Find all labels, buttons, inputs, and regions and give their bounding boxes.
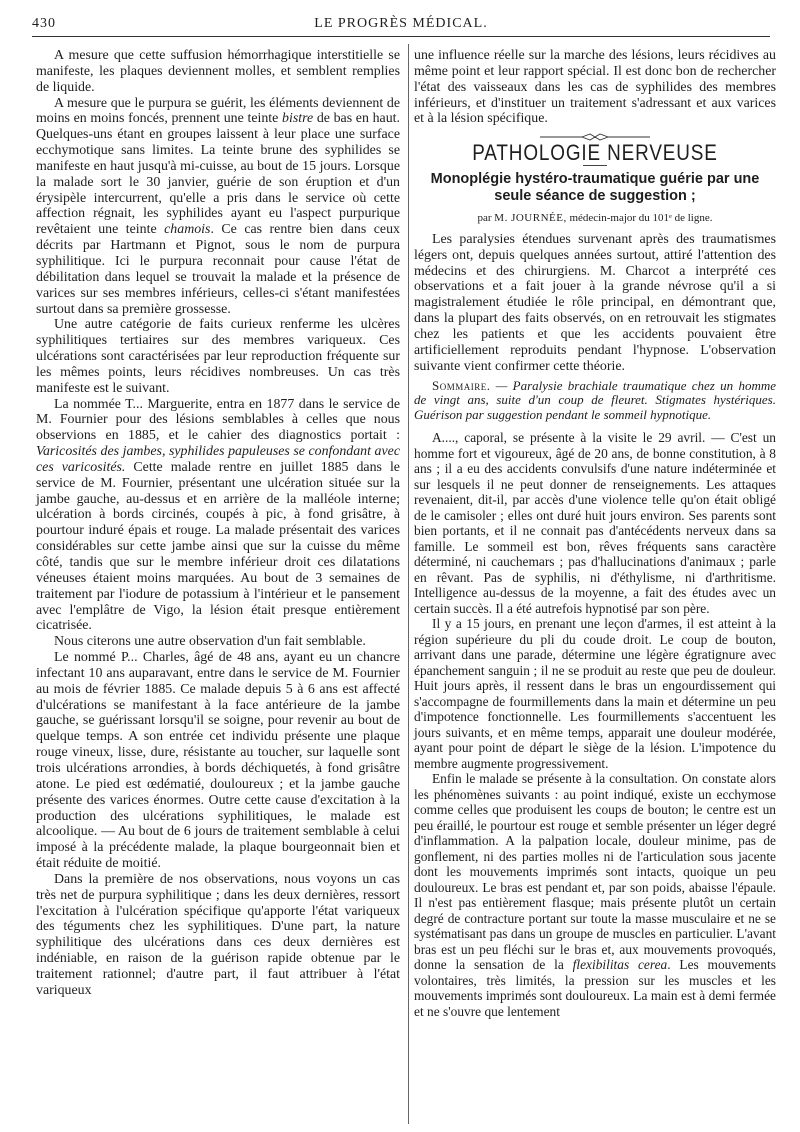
author-name: M. JOURNÉE, <box>494 212 567 225</box>
section-heading-block <box>414 133 776 227</box>
section-title: PATHOLOGIE NERVEUSE <box>472 140 718 166</box>
paragraph: Une autre catégorie de faits curieux renferme les ulcères syphilitiques tertiaires sur des membres variqueux. Ces ulcérations sont caractérisées par leur reproduction fréquente sur les mêmes points, leurs récidives nombreuses. Un cas très manifeste est le suivant. <box>36 317 400 396</box>
paragraph: Enfin le malade se présente à la consultation. On constate alors les phénomènes suivants : au point indiqué, existe un ecchymose comme celles que produisent les coups de bouton; le centre est un peu éraillé, le pourtour est rouge et semble présenter un léger degré d'inflammation. A la palpation locale, douleur minime, pas de gonflement, ni des parties molles ni de l'articulation sous jacente dont les mouvements imprimés sont intacts, quoique un peu douloureux. Le bras est pendant et, par son poids, abaisse l'épaule. Il n'est pas entièrement flasque; mais présente plutôt un certain degré de contracture portant sur toute la masse musculaire et ne se systématisant pas dans un groupe de muscles en particulier. L'avant bras est un peu fléchi sur le bras et, aux mouvements provoqués, donne la sensation de la flexibilitas cerea. Les mouvements volontaires, très limités, la pression sur les muscles et les mouvements imprimés sont douloureux. La main est à demi fermée et ne s'ouvre que lentement <box>414 771 776 1019</box>
left-column <box>36 48 400 999</box>
paragraph: A mesure que cette suffusion hémorrhagique interstitielle se manifeste, les plaques deviennent molles, et semblent remplies de liquide. <box>36 48 400 95</box>
right-column <box>414 48 776 1019</box>
paragraph: La nommée T... Marguerite, entra en 1877 dans le service de M. Fournier pour des lésions semblables à celles que nous observions en 1885, et le cahier des diagnostics portait : Varicosités des jambes, syphilides papuleuses se confondant avec ces varicosités. Cette malade rentre en juillet 1885 dans le service de M. Fournier, présentant une ulcération située sur la jambe gauche, au-dessus et en arrière de la malléole interne; ulcération à bords circinés, coupés à pic, à fond grisâtre, à pourtour induré épais et rouge. La malade présentait des varices considérables sur cette jambe ainsi que sur la cuisse du même côté, tandis que sur le membre inférieur droit ces dilatations véneuses étaient moins marquées. Au bout de 3 semaines de traitement par l'iodure de potassium à l'intérieur et le pansement avec l'emplâtre de Vigo, la lésion était presque entièrement cicatrisée. <box>36 396 400 634</box>
italic-term: bistre <box>282 111 314 127</box>
journal-title: LE PROGRÈS MÉDICAL. <box>314 16 488 31</box>
paragraph: Le nommé P... Charles, âgé de 48 ans, ayant eu un chancre infectant 10 ans auparavant, entre dans le service de M. Fournier au mois de février 1885. Ce malade depuis 5 à 6 ans est affecté d'ulcérations se manifestant à la face antérieure de la jambe gauche, se guérissant lorsqu'il se soigne, pour revenir au bout de quelque temps. A son entrée cet individu présente une plaque rouge vineux, lisse, dure, résistante au toucher, sur laquelle sont trois ulcérations arrondies, à bords déchiquetés, à fond grisâtre atone. Le pied est œdématié, douloureux ; et la jambe gauche présente des varices énormes. Outre cette cause d'excitation à la production des ulcérations syphilitiques, le malade est alcoolique. — Au bout de 6 jours de traitement semblable à celui imposé à la précédente malade, la plaque bourgeonnait bien et était réduite de moitié. <box>36 650 400 872</box>
paragraph-continuation: une influence réelle sur la marche des lésions, leurs récidives au même point et leur rapport spécial. Il est donc bon de rechercher l'état des vaisseaux dans les cas de syphilides des membres inférieurs, et d'instituer un traitement s'adressant et aux varices et à la lésion spécifique. <box>414 48 776 127</box>
sommaire-text: — Paralysie brachiale traumatique chez un homme de vingt ans, suite d'un coup de fleuret. Stigmates hystériques. Guérison par suggestion pendant le sommeil hypnotique. <box>414 377 777 422</box>
italic-diagnosis: Varicosités des jambes, syphilides papuleuses se confondant avec ces varicosités. <box>36 444 400 475</box>
column-divider <box>408 44 409 1124</box>
paragraph: Nous citerons une autre observation d'un fait semblable. <box>54 634 366 650</box>
paragraph: A mesure que le purpura se guérit, les éléments deviennent de moins en moins foncés, prennent une teinte bistre de bas en haut. Quelques-uns étant en groupes laissent à leur place une surface ecchymotique sans limites. La teinte brune des syphilides se manifeste en haut jusqu'à mi-cuisse, au bout de 15 jours. Lorsque la malade sort le 30 janvier, guérie de son éruption et d'un érysipèle intercurrent, qu'elle a pris dans le service où cette affection régnait, les syphilides ayant eu l'aspect purpurique revêtaient une teinte chamois. Ce cas rentre bien dans ceux décrits par Hartmann et Pignot, sous le nom de purpura syphilitique. Ici le purpura reconnait pour cause l'état de débilitation dans lequel se trouvait la malade et la présence de varices sur ses membres inférieurs, celles-ci s'étant manifestées surtout dans sa première grossesse. <box>36 95 400 317</box>
case-report <box>414 430 776 1019</box>
byline: par M. JOURNÉE, médecin-major du 101ᵉ de ligne. <box>477 212 713 225</box>
article-intro: Les paralysies étendues survenant après des traumatismes légers ont, depuis quelques années surtout, attiré l'attention des médecins et des chirurgiens. M. Charcot a interprété ces observations et a fait jouer à la grande névrose qu'il a si magistralement étudiée le rôle principal, en démontrant que, dans la plupart des faits observés, on en retrouvait les stigmates chez les patients et que les accidents pouvaient être artificiellement reproduits pendant l'hypnose. L'observation suivante vient confirmer cette théorie. <box>414 231 776 374</box>
page-header <box>32 14 770 37</box>
page-number: 430 <box>32 16 56 31</box>
sommaire <box>414 379 776 423</box>
article-title: Monoplégie hystéro-traumatique guérie par une seule séance de suggestion ; <box>430 171 760 205</box>
italic-term: flexibilitas cerea <box>572 957 668 972</box>
paragraph: Dans la première de nos observations, nous voyons un cas très net de purpura syphilitique ; dans les deux dernières, ressort l'excitation à l'ulcération spécifique qu'apporte l'état variqueux des téguments chez les syphilitiques. D'une part, la nature syphilitique des ulcérations dans ces deux dernières est indéniable, en raison de la guérison rapide obtenue par le traitement rationnel; d'autre part, il faut attribuer à l'état variqueux <box>36 871 400 998</box>
sommaire-label: Sommaire. <box>432 377 491 393</box>
italic-term: chamois <box>164 222 211 238</box>
paragraph: A...., caporal, se présente à la visite le 29 avril. — C'est un homme fort et vigoureux, âgé de 20 ans, de bonne constitution, à 8 ans ; il a eu des accidents convulsifs d'une nature indéterminée et sur lesquels il ne peut donner de renseignements. Les attaques revenaient, dit-il, par accès d'une violence telle qu'on était obligé de le camisoler ; elles ont duré huit jours environ. Ses parents sont bien portants, et il ne connait pas d'antécédents nerveux dans sa famille. Le sommeil est bon, rêves fréquents sans caractère déterminé, ni cauchemars ; pas d'hallucinations d'animaux ; parle en rêvant. Pas de syphilis, ni d'éthylisme, ni d'arthritisme. Intelligence au-dessus de la moyenne, a fait des études avec un certain succès. Il a été autrefois hypnotisé par son père. <box>414 430 776 616</box>
paragraph: Il y a 15 jours, en prenant une leçon d'armes, il est atteint à la région supérieure du pli du coude droit. Le coup de bouton, arrivant dans une parade, détermine une légère égratignure avec épanchement sanguin ; il ne se produit au reste que peu de douleur. Huit jours après, il ressent dans le bras un engourdissement qui s'accompagne de fourmillements dans la main et détermine un peu d'impotence fonctionnelle. Les fourmillements s'accentuent les jours suivants, et en même temps, apparait une douleur modérée, ayant pour point de départ le siège de la lésion. L'impotence du membre augmente progressivement. <box>414 616 776 771</box>
